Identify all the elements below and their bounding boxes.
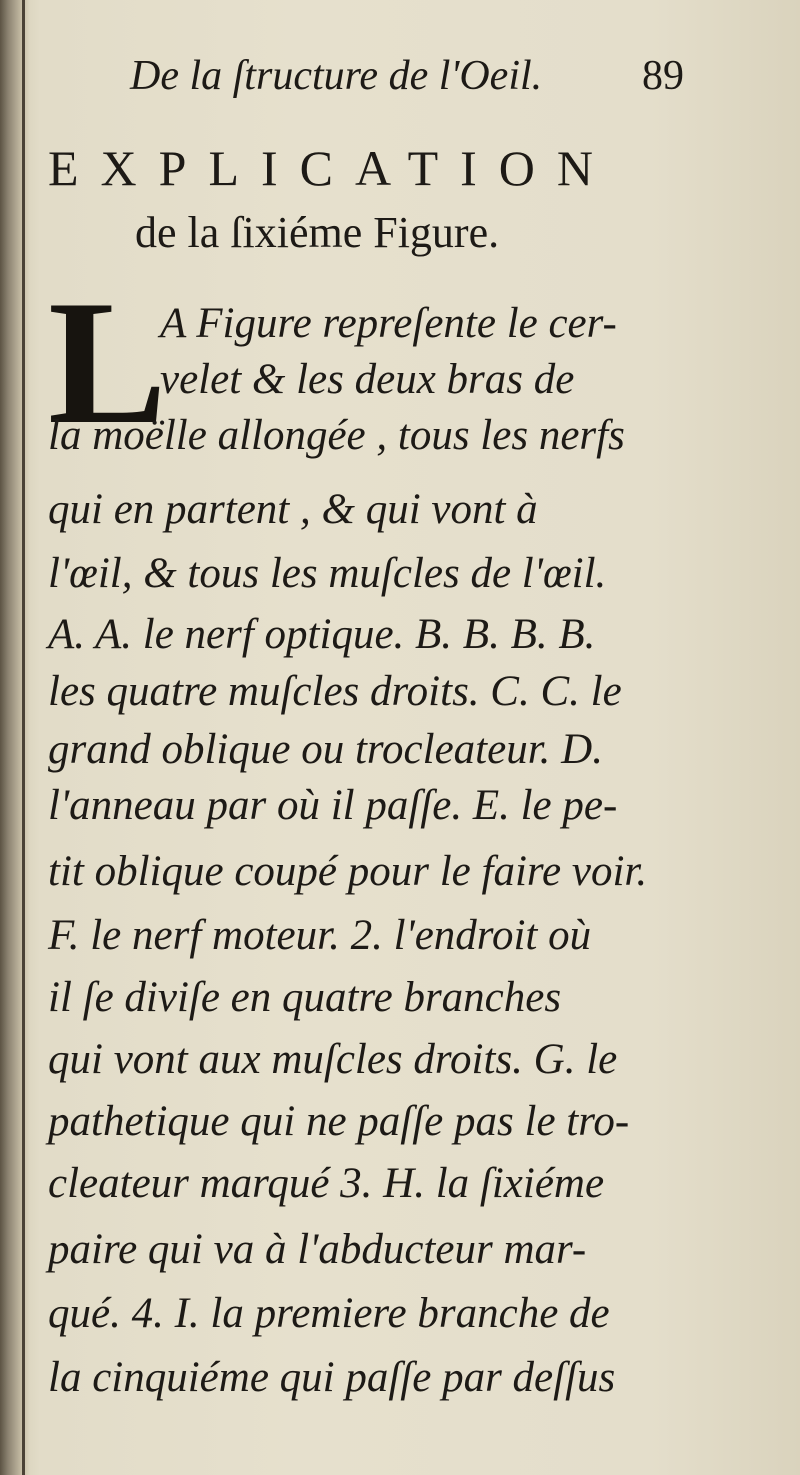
page-edge-line	[22, 0, 25, 1475]
text-line: l'anneau par où il paſſe. E. le pe-	[48, 782, 618, 829]
text-line: pathetique qui ne paſſe pas le tro-	[48, 1098, 630, 1145]
text-line: les quatre muſcles droits. C. C. le	[48, 668, 622, 715]
running-head: De la ſtructure de l'Oeil.	[130, 53, 543, 99]
text-line: velet & les deux bras de	[160, 356, 575, 403]
text-line: l'œil, & tous les muſcles de l'œil.	[48, 550, 607, 597]
text-line: paire qui va à l'abducteur mar-	[48, 1226, 587, 1273]
section-subheading: de la ſixiéme Figure.	[135, 208, 500, 257]
page-number: 89	[642, 53, 684, 99]
text-line: F. le nerf moteur. 2. l'endroit où	[48, 912, 592, 959]
text-line: qui en partent , & qui vont à	[48, 486, 538, 533]
text-line: A. A. le nerf optique. B. B. B. B.	[48, 611, 596, 658]
text-line: la moëlle allongée , tous les nerfs	[48, 412, 625, 459]
text-line: qué. 4. I. la premiere branche de	[48, 1290, 610, 1337]
text-line: A Figure repreſente le cer-	[160, 300, 617, 347]
text-line: grand oblique ou trocleateur. D.	[48, 726, 603, 773]
book-gutter	[0, 0, 30, 1475]
text-line: tit oblique coupé pour le faire voir.	[48, 848, 648, 895]
text-line: qui vont aux muſcles droits. G. le	[48, 1036, 618, 1083]
drop-capital: L	[48, 263, 167, 461]
section-heading: EXPLICATION	[48, 140, 615, 196]
text-line: la cinquiéme qui paſſe par deſſus	[48, 1354, 616, 1401]
text-line: cleateur marqué 3. H. la ſixiéme	[48, 1160, 605, 1207]
page-header	[130, 52, 730, 112]
text-line: il ſe diviſe en quatre branches	[48, 974, 562, 1021]
